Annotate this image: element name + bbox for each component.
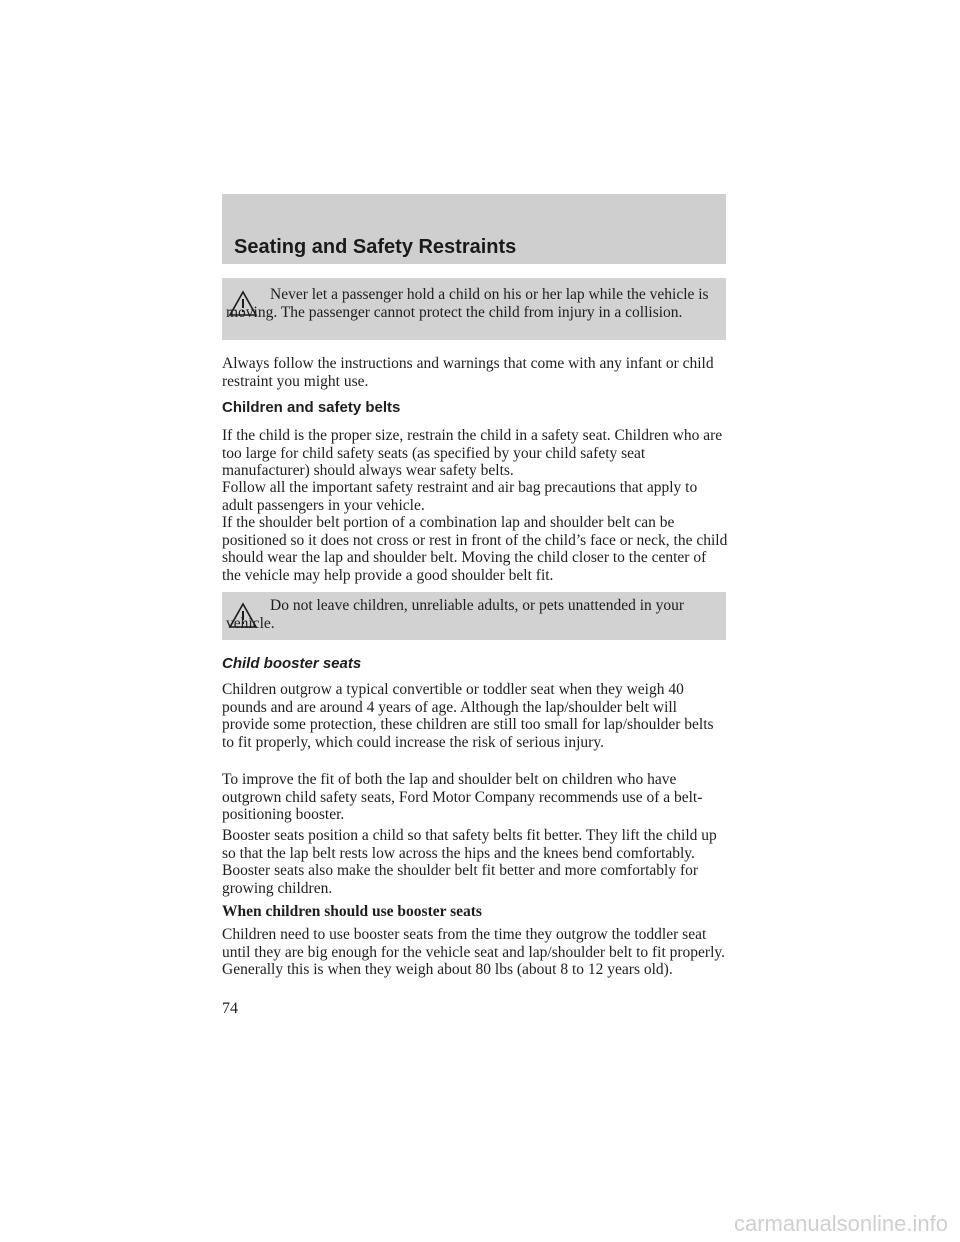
intro-paragraph: Always follow the instructions and warnings that come with any infant or child restraint you might use. [222,355,714,390]
warning-box-lap [222,278,726,340]
page-number: 74 [222,1000,238,1017]
warning-text: Do not leave children, unreliable adults, or pets unattended in your vehicle. [226,597,685,632]
paragraph: If the shoulder belt portion of a combination lap and shoulder belt can be positioned so it does not cross or rest in front of the child’s face or neck, the child should wear the lap and shoulder belt. Moving the child closer to the center of the vehicle may help provide a good shoulder belt fit. [222,514,728,584]
watermark: carmanualsonline.info [733,1211,948,1236]
paragraph: Booster seats position a child so that safety belts fit better. They lift the child up so that the lap belt rests low across the hips and the knees bend comfortably. Booster seats also make the shoulder belt fit better and more comfortably for growing children. [222,827,717,897]
paragraph: If the child is the proper size, restrain the child in a safety seat. Children who are too large for child safety seats (as specified by your child safety seat manufacturer) should always wear safety belts. [222,427,723,479]
heading-when-booster-seats: When children should use booster seats [222,903,482,920]
heading-children-safety-belts: Children and safety belts [222,399,401,416]
section-title: Seating and Safety Restraints [234,236,517,258]
paragraph: Children need to use booster seats from the time they outgrow the toddler seat until they are big enough for the vehicle seat and lap/shoulder belt to fit properly. Generally this is when they weigh about 80 lbs (about 8 to 12 years old). [222,926,726,978]
heading-child-booster-seats: Child booster seats [222,655,362,672]
warning-box-unattended [222,592,726,640]
section-header-band [222,194,726,264]
warning-text: Never let a passenger hold a child on his or her lap while the vehicle is moving. The passenger cannot protect the child from injury in a collision. [226,286,709,321]
paragraph: Children outgrow a typical convertible or toddler seat when they weigh 40 pounds and are around 4 years of age. Although the lap/shoulder belt will provide some protection, these children are still too small for lap/shoulder belts to fit properly, which could increase the risk of serious injury. [222,681,714,751]
paragraph: To improve the fit of both the lap and shoulder belt on children who have outgrown child safety seats, Ford Motor Company recommends use of a belt-positioning booster. [222,771,703,823]
paragraph: Follow all the important safety restraint and air bag precautions that apply to adult passengers in your vehicle. [222,479,698,514]
